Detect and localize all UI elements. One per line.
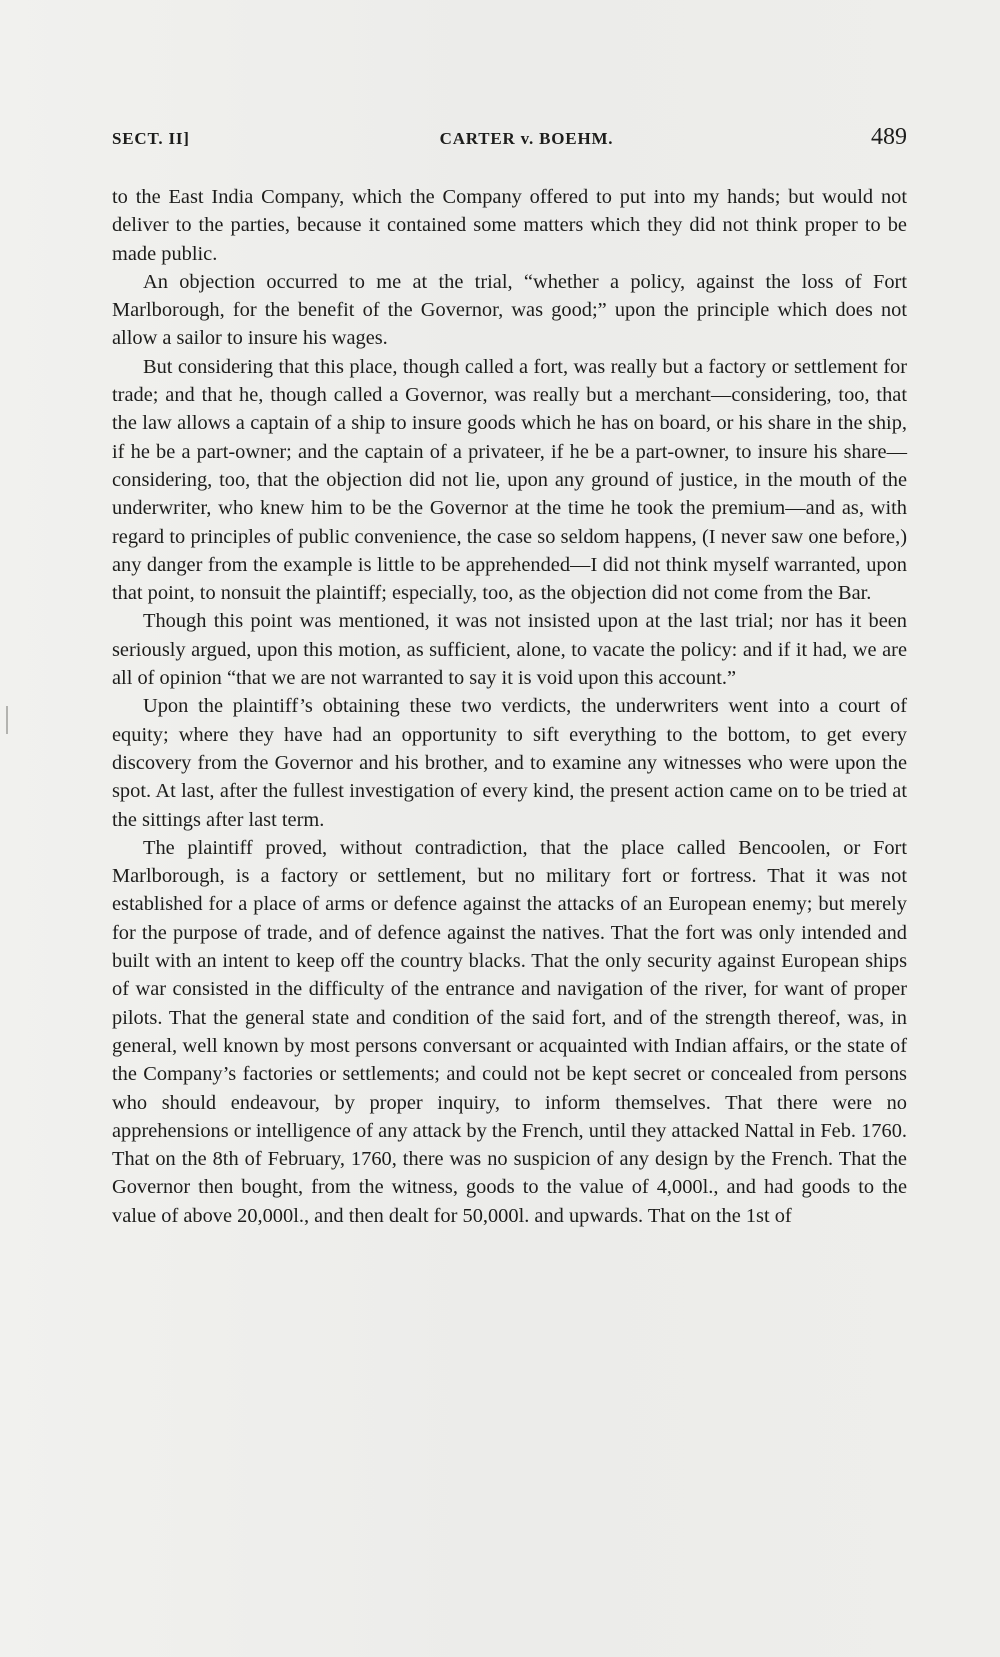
body-text — [112, 183, 907, 1230]
running-head — [112, 124, 907, 155]
section-label: SECT. II] — [112, 129, 190, 148]
margin-mark — [6, 706, 8, 734]
paragraph-1: to the East India Company, which the Company offered to put into my hands; but would not deliver to the parties, because it contained some matters which they did not think proper to be made public. — [112, 186, 907, 265]
paragraph-2: An objection occurred to me at the trial, “whether a policy, against the loss of Fort Marlborough, for the benefit of the Governor, was good;” upon the principle which does not allow a sailor to insure his wages. — [112, 270, 907, 350]
case-title: CARTER v. BOEHM. — [439, 129, 614, 148]
paragraph-4: Though this point was mentioned, it was not insisted upon at the last trial; nor has it been seriously argued, upon this motion, as sufficient, alone, to vacate the policy: and if it had, we are all of opinion “that we are not warranted to say it is void upon this account.” — [112, 610, 907, 690]
paragraph-6: The plaintiff proved, without contradiction, that the place called Bencoolen, or Fort Marlborough, is a factory or settlement, but no military fort or fortress. That it was not established for a place of arms or defence against the attacks of an European enemy; but merely for the purpose of trade, and of defence against the natives. That the fort was only intended and built with an intent to keep off the country blacks. That the only security against European ships of war consisted in the difficulty of the entrance and navigation of the river, for want of proper pilots. That the general state and condition of the said fort, and of the strength thereof, was, in general, well known by most persons conversant or acquainted with Indian affairs, or the state of the Company’s factories or settlements; and could not be kept secret or concealed from persons who should endeavour, by proper inquiry, to inform themselves. That there were no apprehensions or intelligence of any attack by the French, until they attacked Nattal in Feb. 1760. That on the 8th of February, 1760, there was no suspicion of any design by the French. That the Governor then bought, from the witness, goods to the value of 4,000l., and had goods to the value of above 20,000l., and then dealt for 50,000l. and upwards. That on the 1st of — [112, 836, 907, 1227]
page-number: 489 — [871, 124, 907, 150]
paragraph-5: Upon the plaintiff’s obtaining these two verdicts, the underwriters went into a court of equity; where they have had an opportunity to sift everything to the bottom, to get every discovery from the Governor and his brother, and to examine any witnesses who were upon the spot. At last, after the fullest investigation of every kind, the present action came on to be tried at the sittings after last term. — [112, 695, 907, 831]
paragraph-3: But considering that this place, though called a fort, was really but a factory or settlement for trade; and that he, though called a Governor, was really but a merchant—considering, too, that the law allows a captain of a ship to insure goods which he has on board, or his share in the ship, if he be a part-owner; and the captain of a privateer, if he be a part-owner, to insure his share—considering, too, that the objection did not lie, upon any ground of justice, in the mouth of the underwriter, who knew him to be the Governor at the time he took the premium—and as, with regard to principles of public convenience, the case so seldom happens, (I never saw one before,) any danger from the example is little to be apprehended—I did not think myself warranted, upon that point, to nonsuit the plaintiff; especially, too, as the objection did not come from the Bar. — [112, 355, 907, 605]
